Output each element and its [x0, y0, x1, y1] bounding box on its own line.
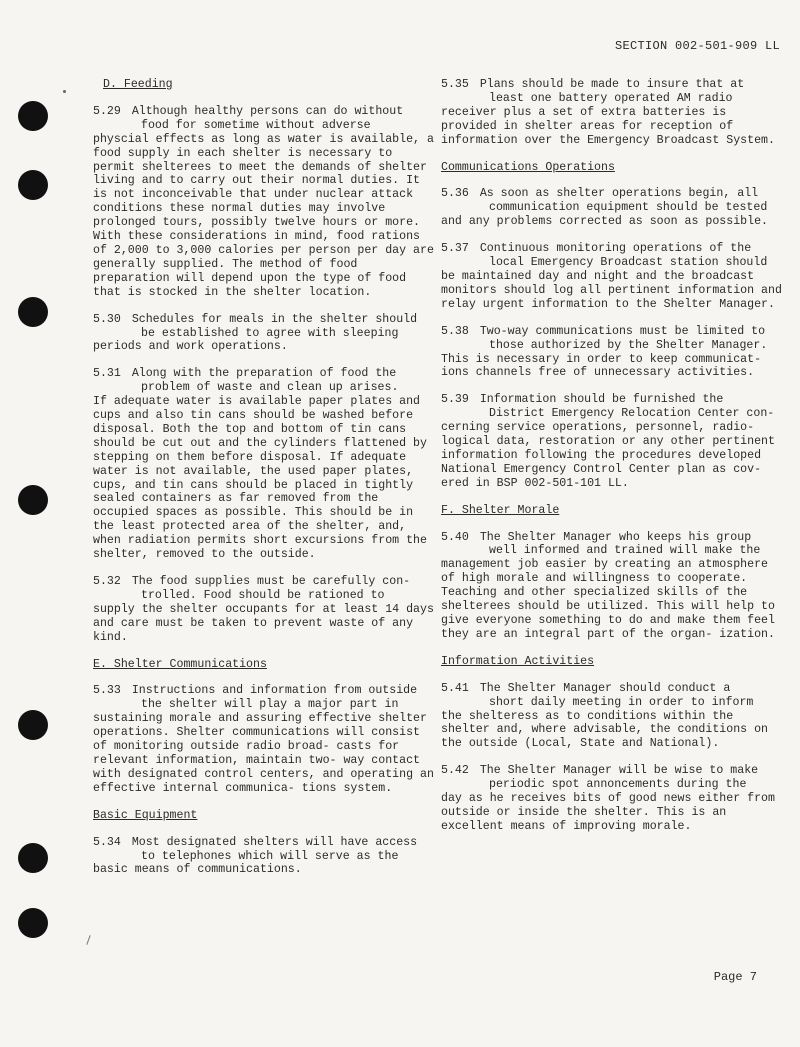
paragraph-5-34 — [93, 836, 437, 878]
paragraph-second-line: least one battery operated AM radio — [489, 91, 733, 105]
paragraph-first-line: Although healthy persons can do without — [131, 104, 404, 118]
punch-hole — [18, 908, 48, 938]
paragraph-body: receiver plus a set of extra batteries is provided in shelter areas for reception of information over the Emergency Broadcast System. — [441, 105, 775, 147]
paragraph-number: 5.36 — [441, 187, 469, 201]
paragraph-body: cerning service operations, personnel, radio- logical data, restoration or any other pertinent information following the procedures developed National Emergency Control Center plan as cov- ered in BSP 002-501-101 LL. — [441, 421, 775, 490]
paragraph-number: 5.32 — [93, 575, 121, 588]
paragraph-second-line: periodic spot annoncements during the — [489, 778, 747, 792]
section-heading: F. Shelter Morale — [441, 503, 560, 517]
paragraph-5-35 — [441, 78, 786, 148]
paragraph-5-36 — [441, 187, 786, 229]
paragraph-first-line: Most designated shelters will have access — [131, 835, 418, 849]
paragraph-first-line: As soon as shelter operations begin, all — [479, 187, 759, 201]
paragraph-5-30 — [93, 313, 437, 355]
paragraph-number: 5.40 — [441, 530, 469, 544]
paragraph-body: If adequate water is available paper plates and cups and also tin cans should be washed before disposal. Both the top and bottom of tin cans should be cut out and the cylinders flattened by stepping on them before disposal. If adequate water is not available, the used paper plates, cups, and tin cans should be placed in tightly sealed containers as far removed from the occupied spaces as possible. This should be in the least protected area of the shelter, and, when radiation permits short excursions from the shelter, removed to the outside. — [93, 395, 427, 562]
paragraph-5-38 — [441, 325, 786, 381]
paragraph-first-line: The Shelter Manager will be wise to make — [479, 764, 759, 778]
paragraph-second-line: problem of waste and clean up arises. — [141, 381, 399, 395]
paragraph-first-line: Instructions and information from outside — [131, 684, 418, 698]
paragraph-body: be maintained day and night and the broadcast monitors should log all pertinent information and relay urgent information to the Shelter Manager. — [441, 269, 782, 311]
paragraph-number: 5.37 — [441, 242, 469, 256]
paragraph-number: 5.42 — [441, 764, 469, 778]
paragraph-first-line: Schedules for meals in the shelter should — [131, 312, 418, 326]
paragraph-second-line: those authorized by the Shelter Manager. — [489, 338, 768, 352]
paragraph-body: This is necessary in order to keep communicat- ions channels free of unnecessary activities. — [441, 352, 762, 380]
paragraph-number: 5.33 — [93, 684, 121, 698]
paragraph-body: day as he receives bits of good news either from outside or inside the shelter. This is an excellent means of improving morale. — [441, 792, 775, 833]
paragraph-number: 5.38 — [441, 324, 469, 338]
paragraph-second-line: to telephones which will serve as the — [141, 849, 399, 863]
paragraph-first-line: Two-way communications must be limited to — [479, 324, 766, 338]
paragraph-5-33 — [93, 684, 437, 795]
paragraph-5-41 — [441, 682, 786, 752]
paragraph-second-line: well informed and trained will make the — [489, 544, 761, 558]
right-column — [441, 78, 786, 847]
paragraph-number: 5.30 — [93, 312, 121, 326]
paragraph-first-line: Along with the preparation of food the — [131, 367, 397, 381]
stray-mark — [63, 90, 66, 93]
section-header: SECTION 002-501-909 LL — [614, 39, 780, 53]
punch-hole — [18, 710, 48, 740]
paragraph-body: management job easier by creating an atmosphere of high morale and willingness to cooperate. Teaching and other specialized skills of the shelterees should be utilized. This will help to give everyone something to do and make them feel they are an integral part of the organ- ization. — [441, 558, 775, 641]
paragraph-second-line: District Emergency Relocation Center con- — [489, 407, 775, 421]
paragraph-second-line: local Emergency Broadcast station should — [489, 256, 768, 270]
paragraph-5-29 — [93, 105, 437, 300]
paragraph-5-39 — [441, 393, 786, 490]
paragraph-first-line: Information should be furnished the — [479, 393, 724, 407]
paragraph-second-line: the shelter will play a major part in — [141, 698, 399, 712]
paragraph-second-line: short daily meeting in order to inform — [489, 695, 754, 709]
paragraph-second-line: food for sometime without adverse — [141, 118, 371, 132]
paragraph-number: 5.35 — [441, 78, 469, 91]
paragraph-second-line: trolled. Food should be rationed to — [141, 588, 385, 602]
page-number: Page 7 — [713, 970, 757, 984]
paragraph-body: the shelteress as to conditions within the shelter and, where advisable, the conditions on the outside (Local, State and National). — [441, 709, 768, 751]
paragraph-5-31 — [93, 367, 437, 562]
paragraph-number: 5.39 — [441, 393, 469, 407]
paragraph-body: supply the shelter occupants for at least 14 days and care must be taken to prevent waste of any kind. — [93, 602, 434, 644]
section-heading: D. Feeding — [103, 78, 173, 91]
punch-hole — [18, 485, 48, 515]
punch-hole — [18, 843, 48, 873]
paragraph-5-42 — [441, 764, 786, 834]
paragraph-second-line: be established to agree with sleeping — [141, 326, 399, 340]
paragraph-body: and any problems corrected as soon as possible. — [441, 215, 768, 229]
punch-hole — [18, 170, 48, 200]
paragraph-first-line: Plans should be made to insure that at — [479, 78, 745, 91]
left-column — [93, 78, 437, 890]
paragraph-number: 5.31 — [93, 367, 121, 381]
paragraph-5-40 — [441, 531, 786, 642]
section-heading: Communications Operations — [441, 160, 615, 174]
paragraph-number: 5.29 — [93, 104, 121, 118]
paragraph-body: physcial effects as long as water is available, a food supply in each shelter is necessary to permit shelterees to meet the demands of shelter living and to carry out their normal duties. It is not inconceivable that under nuclear attack conditions these normal duties may involve prolonged tours, possibly twelve hours or more. With these considerations in mind, food rations of 2,000 to 3,000 calories per person per day are generally supplied. The method of food preparation will depend upon the type of food that is stocked in the shelter location. — [93, 132, 434, 299]
stray-mark — [86, 935, 90, 945]
paragraph-body: basic means of communications. — [93, 863, 302, 877]
section-heading: Information Activities — [441, 654, 595, 668]
paragraph-body: sustaining morale and assuring effective shelter operations. Shelter communications will consist of monitoring outside radio broad- casts for relevant information, maintain two- way contact with designated control centers, and operating an effective internal communica- tions system. — [93, 712, 434, 795]
paragraph-second-line: communication equipment should be tested — [489, 201, 768, 215]
paragraph-5-32 — [93, 575, 437, 645]
paragraph-first-line: The Shelter Manager who keeps his group — [479, 530, 752, 544]
section-heading: E. Shelter Communications — [93, 657, 267, 671]
paragraph-5-37 — [441, 242, 786, 312]
paragraph-body: periods and work operations. — [93, 340, 288, 354]
paragraph-first-line: The food supplies must be carefully con- — [131, 575, 411, 588]
paragraph-number: 5.41 — [441, 681, 469, 695]
paragraph-first-line: Continuous monitoring operations of the — [479, 242, 752, 256]
punch-hole — [18, 297, 48, 327]
paragraph-first-line: The Shelter Manager should conduct a — [479, 681, 731, 695]
paragraph-number: 5.34 — [93, 835, 121, 849]
punch-hole — [18, 101, 48, 131]
section-heading: Basic Equipment — [93, 808, 198, 822]
